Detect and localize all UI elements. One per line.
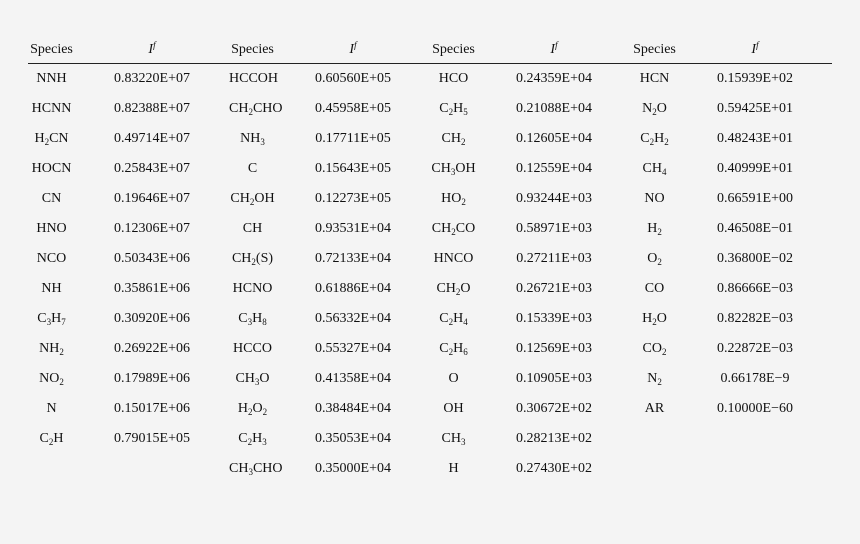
- species-cell: [631, 274, 678, 304]
- index-value-cell: 0.35053E+04: [315, 431, 391, 446]
- species-text: CH: [441, 431, 461, 446]
- index-value-cell: 0.27211E+03: [516, 251, 592, 266]
- header-species-4: Species: [633, 41, 676, 57]
- species-text: NH: [240, 131, 261, 146]
- species-subscript: 2: [461, 197, 466, 207]
- index-value-cell: 0.86666E−03: [717, 281, 793, 296]
- species-subscript: 2: [48, 437, 54, 447]
- species-text: NCO: [36, 251, 67, 266]
- header-index-3: $I^f$: [550, 39, 558, 57]
- species-text: H: [237, 401, 248, 416]
- species-cell: [430, 184, 477, 214]
- header-species-1: Species: [30, 41, 73, 57]
- index-value-cell: 0.46508E−01: [717, 221, 793, 236]
- index-value-cell: 0.79015E+05: [114, 431, 190, 446]
- species-subscript: 6: [463, 347, 468, 357]
- species-text: H: [51, 311, 62, 326]
- index-value-cell: 0.21088E+04: [516, 101, 592, 116]
- index-value-cell: 0.12559E+04: [516, 161, 592, 176]
- index-value-cell: 0.17989E+06: [114, 371, 190, 386]
- species-text: C: [238, 311, 248, 326]
- species-text: CO: [642, 341, 662, 356]
- species-cell: [430, 94, 477, 124]
- index-value-cell: 0.66591E+00: [717, 191, 793, 206]
- species-cell: [430, 394, 477, 424]
- index-value-cell: 0.93244E+03: [516, 191, 592, 206]
- index-value-cell: 0.35000E+04: [315, 461, 391, 476]
- species-cell: [28, 214, 75, 244]
- species-text: N: [642, 101, 653, 116]
- species-text: OH: [455, 161, 476, 176]
- species-cell: [631, 304, 678, 334]
- species-subscript: 2: [44, 137, 50, 147]
- species-subscript: 2: [649, 137, 655, 147]
- species-subscript: 2: [652, 107, 657, 117]
- species-text: O: [656, 101, 667, 116]
- species-text: CH: [230, 191, 250, 206]
- table-row: [28, 364, 832, 394]
- species-cell: [229, 304, 276, 334]
- species-subscript: 3: [247, 317, 253, 327]
- species-cell: [631, 94, 678, 124]
- index-value-cell: 0.24359E+04: [516, 71, 592, 86]
- index-value-cell: [678, 454, 832, 484]
- index-value-cell: 0.40999E+01: [717, 161, 793, 176]
- species-cell: [631, 244, 678, 274]
- species-cell: [28, 184, 75, 214]
- species-text: CH: [235, 371, 255, 386]
- species-subscript: 2: [251, 257, 256, 267]
- species-cell: [28, 64, 75, 94]
- index-value-cell: 0.19646E+07: [114, 191, 190, 206]
- species-text: CO: [644, 281, 665, 296]
- species-cell: [430, 334, 477, 364]
- species-text: HCNO: [232, 281, 273, 296]
- species-subscript: 2: [455, 287, 461, 297]
- species-cell: [430, 244, 477, 274]
- species-cell: [430, 364, 477, 394]
- index-value-cell: 0.15017E+06: [114, 401, 190, 416]
- species-subscript: 3: [262, 437, 267, 447]
- species-subscript: 3: [254, 377, 260, 387]
- species-subscript: 2: [657, 227, 662, 237]
- species-text: O: [460, 281, 471, 296]
- species-text: N: [46, 401, 57, 416]
- index-value-cell: 0.27430E+02: [516, 461, 592, 476]
- species-cell: [229, 244, 276, 274]
- species-cell: [430, 274, 477, 304]
- index-value-cell: [75, 454, 229, 484]
- table-row: [28, 424, 832, 454]
- species-subscript: 3: [46, 317, 52, 327]
- header-index-2: $I^f$: [349, 39, 357, 57]
- species-text: CN: [49, 131, 69, 146]
- index-value-cell: [678, 424, 832, 454]
- species-text: C: [439, 101, 449, 116]
- species-text: NO: [644, 191, 665, 206]
- species-text: CHO: [252, 101, 283, 116]
- species-text: N: [647, 371, 658, 386]
- species-subscript: 2: [664, 137, 669, 147]
- index-value-cell: 0.48243E+01: [717, 131, 793, 146]
- species-subscript: 7: [61, 317, 66, 327]
- species-subscript: 2: [448, 317, 454, 327]
- table-row: [28, 124, 832, 154]
- species-subscript: 2: [59, 377, 64, 387]
- index-value-cell: 0.66178E−9: [720, 371, 790, 386]
- species-text: HNCO: [433, 251, 474, 266]
- species-cell: [430, 64, 477, 94]
- index-value-cell: 0.25843E+07: [114, 161, 190, 176]
- species-text: H: [34, 131, 45, 146]
- species-subscript: 3: [260, 137, 265, 147]
- index-value-cell: 0.15339E+03: [516, 311, 592, 326]
- species-text: OH: [443, 401, 464, 416]
- species-text: CH: [642, 161, 662, 176]
- species-text: HNO: [36, 221, 67, 236]
- index-value-cell: 0.93531E+04: [315, 221, 391, 236]
- species-text: CHO: [252, 461, 283, 476]
- species-cell: [631, 364, 678, 394]
- index-value-cell: 0.82388E+07: [114, 101, 190, 116]
- index-value-cell: 0.12306E+07: [114, 221, 190, 236]
- species-text: C: [439, 341, 449, 356]
- index-value-cell: 0.15939E+02: [717, 71, 793, 86]
- index-value-cell: 0.49714E+07: [114, 131, 190, 146]
- species-text: NNH: [36, 71, 67, 86]
- species-cell: [430, 154, 477, 184]
- table-row: [28, 94, 832, 124]
- species-subscript: 2: [657, 257, 662, 267]
- table-row: [28, 154, 832, 184]
- table-row: [28, 274, 832, 304]
- species-text: (S): [255, 251, 274, 266]
- species-cell: [631, 184, 678, 214]
- species-text: H: [252, 311, 263, 326]
- index-value-cell: 0.12569E+03: [516, 341, 592, 356]
- index-value-cell: 0.56332E+04: [315, 311, 391, 326]
- species-cell: [229, 64, 279, 94]
- species-text: H: [252, 431, 263, 446]
- index-value-cell: 0.28213E+02: [516, 431, 592, 446]
- table-row: [28, 64, 832, 94]
- species-cell: [631, 334, 678, 364]
- species-cell: [28, 364, 75, 394]
- table-row: [28, 184, 832, 214]
- index-value-cell: 0.59425E+01: [717, 101, 793, 116]
- species-cell: [229, 394, 276, 424]
- species-text: H: [642, 311, 653, 326]
- table-row: [28, 244, 832, 274]
- species-text: HCNN: [31, 101, 72, 116]
- index-value-cell: 0.22872E−03: [717, 341, 793, 356]
- species-subscript: 2: [248, 107, 253, 117]
- species-subscript: 4: [463, 317, 468, 327]
- species-subscript: 2: [652, 317, 657, 327]
- species-cell: [28, 424, 75, 454]
- index-value-cell: 0.55327E+04: [315, 341, 391, 356]
- index-value-cell: 0.38484E+04: [315, 401, 391, 416]
- species-text: AR: [644, 401, 665, 416]
- species-cell: [430, 454, 477, 484]
- species-subscript: 2: [661, 347, 667, 357]
- index-value-cell: 0.30672E+02: [516, 401, 592, 416]
- species-cell: [28, 274, 75, 304]
- index-value-cell: 0.58971E+03: [516, 221, 592, 236]
- species-text: HCCO: [233, 341, 272, 356]
- species-text: CH: [231, 251, 252, 266]
- species-text: C: [238, 431, 248, 446]
- species-text: OH: [254, 191, 275, 206]
- header-index-4: $I^f$: [751, 39, 759, 57]
- species-text: CH: [431, 161, 451, 176]
- species-cell: [631, 394, 678, 424]
- species-cell: [229, 214, 276, 244]
- species-cell: [631, 214, 678, 244]
- index-value-cell: 0.36800E−02: [717, 251, 793, 266]
- species-index-table: [28, 36, 832, 484]
- species-subscript: 3: [460, 437, 466, 447]
- index-value-cell: 0.12273E+05: [315, 191, 391, 206]
- species-cell: [229, 274, 276, 304]
- species-text: O: [656, 311, 667, 326]
- species-cell: [229, 424, 276, 454]
- table-body: [28, 64, 832, 484]
- species-text: NH: [39, 341, 60, 356]
- table-row: [28, 214, 832, 244]
- species-text: H: [453, 341, 464, 356]
- species-subscript: 2: [657, 377, 662, 387]
- table-row: [28, 334, 832, 364]
- species-subscript: 2: [460, 137, 466, 147]
- index-value-cell: 0.15643E+05: [315, 161, 391, 176]
- index-value-cell: 0.45958E+05: [315, 101, 391, 116]
- species-cell: [28, 154, 75, 184]
- species-subscript: 3: [248, 467, 253, 477]
- species-text: HOCN: [31, 161, 72, 176]
- species-text: NH: [41, 281, 62, 296]
- index-value-cell: 0.12605E+04: [516, 131, 592, 146]
- species-text: CH: [242, 221, 263, 236]
- species-text: HCCOH: [229, 71, 279, 86]
- species-cell: [28, 334, 75, 364]
- species-text: O: [647, 251, 658, 266]
- index-value-cell: 0.10000E−60: [717, 401, 793, 416]
- species-cell: [28, 244, 75, 274]
- species-text: C: [439, 311, 449, 326]
- table-header-row: [28, 36, 832, 63]
- species-cell: [229, 154, 276, 184]
- species-subscript: 5: [463, 107, 468, 117]
- species-text: H: [453, 101, 464, 116]
- species-text: C: [37, 311, 47, 326]
- species-text: NO: [39, 371, 60, 386]
- species-text: O: [448, 371, 459, 386]
- index-value-cell: 0.50343E+06: [114, 251, 190, 266]
- species-cell: [229, 364, 276, 394]
- species-text: H: [453, 311, 464, 326]
- index-value-cell: 0.83220E+07: [114, 71, 190, 86]
- species-subscript: 2: [448, 107, 454, 117]
- species-subscript: 8: [262, 317, 267, 327]
- species-cell: [28, 304, 75, 334]
- index-value-cell: 0.82282E−03: [717, 311, 793, 326]
- index-value-cell: 0.10905E+03: [516, 371, 592, 386]
- species-text: CH: [431, 221, 452, 236]
- species-text: H: [448, 461, 459, 476]
- header-species-2: Species: [231, 41, 274, 57]
- table-row: [28, 304, 832, 334]
- species-text: O: [252, 401, 263, 416]
- species-subscript: 2: [248, 407, 253, 417]
- species-cell: [229, 124, 276, 154]
- species-subscript: 2: [59, 347, 64, 357]
- species-cell: [631, 64, 678, 94]
- index-value-cell: 0.35861E+06: [114, 281, 190, 296]
- species-text: HO: [441, 191, 462, 206]
- index-value-cell: 0.30920E+06: [114, 311, 190, 326]
- index-value-cell: 0.41358E+04: [315, 371, 391, 386]
- species-cell: [631, 124, 678, 154]
- index-value-cell: 0.26922E+06: [114, 341, 190, 356]
- species-text: C: [247, 161, 258, 176]
- species-cell: [28, 94, 75, 124]
- species-text: CH: [441, 131, 461, 146]
- species-subscript: 2: [448, 347, 454, 357]
- species-subscript: 3: [450, 167, 456, 177]
- species-text: C: [640, 131, 650, 146]
- species-subscript: 2: [249, 197, 255, 207]
- index-value-cell: 0.61886E+04: [315, 281, 391, 296]
- species-text: HCN: [639, 71, 670, 86]
- species-subscript: 2: [262, 407, 268, 417]
- species-subscript: 4: [661, 167, 667, 177]
- species-cell: [229, 94, 283, 124]
- species-text: HCO: [438, 71, 469, 86]
- species-subscript: 2: [451, 227, 456, 237]
- index-value-cell: 0.17711E+05: [315, 131, 391, 146]
- species-index-table-container: [28, 36, 832, 484]
- species-text: CH: [229, 461, 249, 476]
- species-text: CO: [455, 221, 476, 236]
- species-cell: [229, 454, 283, 484]
- species-cell: [28, 124, 75, 154]
- species-cell: [631, 454, 678, 484]
- species-cell: [229, 184, 276, 214]
- species-cell: [430, 304, 477, 334]
- species-cell: [631, 424, 678, 454]
- species-text: H: [53, 431, 64, 446]
- header-index-1: $I^f$: [148, 39, 156, 57]
- species-text: CH: [229, 101, 249, 116]
- index-value-cell: 0.72133E+04: [315, 251, 391, 266]
- species-cell: [28, 454, 75, 484]
- header-species-3: Species: [432, 41, 475, 57]
- species-cell: [631, 154, 678, 184]
- species-cell: [430, 424, 477, 454]
- table-row: [28, 394, 832, 424]
- species-subscript: 2: [247, 437, 253, 447]
- species-text: CN: [41, 191, 62, 206]
- index-value-cell: 0.60560E+05: [315, 71, 391, 86]
- species-text: O: [259, 371, 270, 386]
- species-cell: [430, 124, 477, 154]
- species-cell: [229, 334, 276, 364]
- species-cell: [28, 394, 75, 424]
- species-text: H: [647, 221, 658, 236]
- species-text: CH: [436, 281, 456, 296]
- species-text: C: [39, 431, 49, 446]
- species-text: H: [654, 131, 665, 146]
- species-cell: [430, 214, 477, 244]
- index-value-cell: 0.26721E+03: [516, 281, 592, 296]
- table-row: [28, 454, 832, 484]
